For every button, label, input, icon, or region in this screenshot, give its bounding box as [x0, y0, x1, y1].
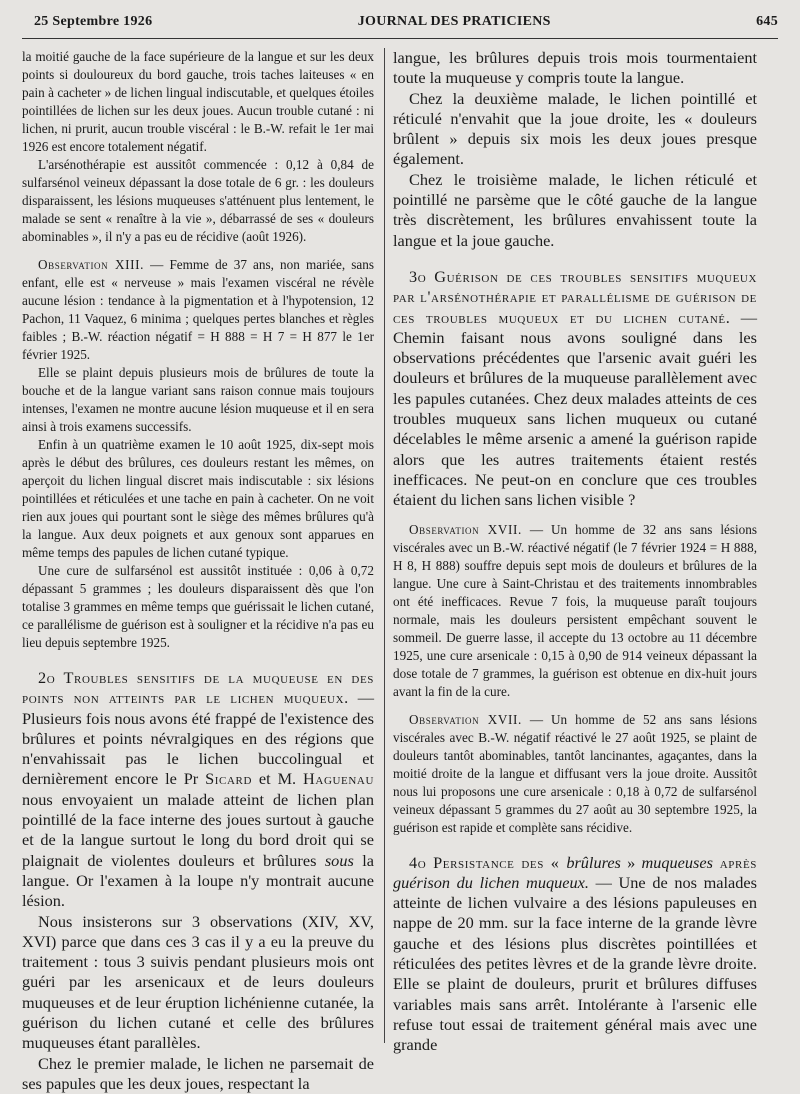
section-text: la langue. Or l'examen à la loupe n'y montrait aucune lésion.: [22, 850, 374, 911]
header-date: 25 Septembre 1926: [34, 14, 153, 29]
paragraph: Chez le troisième malade, le lichen réticulé et pointillé ne parsème que le côté gauche de la langue très discrètement, les brûlures envahissent toute la langue et la joue gauche.: [393, 169, 757, 250]
emphasis: brûlures: [566, 852, 621, 872]
paragraph: Elle se plaint depuis plusieurs mois de brûlures de toute la bouche et de la langue variant sans raison connue mais toujours intenses, l'examen ne montre aucune lésion muqueuse et il en sera ainsi à trois examens successifs.: [22, 365, 374, 434]
section-title: 4o Persistance des «: [409, 852, 567, 872]
section-title: 3o Guérison de ces troubles sensitifs muqueux par l'arsénothérapie et parallélisme de guérison de ces troubles muqueux et du lichen cutané.: [393, 266, 757, 327]
section-2: [22, 668, 374, 912]
observation-label: Observation XVII.: [409, 521, 522, 537]
header-journal-title: JOURNAL DES PRATICIENS: [357, 14, 551, 29]
emphasis: muqueuses: [641, 852, 713, 872]
observation-xiii: [22, 256, 374, 364]
section-title: »: [620, 852, 642, 872]
section-text: — Une de nos malades atteinte de lichen vulvaire a des lésions papuleuses en nappe de 20 mm. sur la face interne de la grande lèvre gauche et des lésions plus discrètes pointillées et réticulées des petites lèvres et de la grande lèvre droite. Elle se plaint de douleurs, prurit et brûlures diffuses variables mais sans arrêt. Intolérante à l'arsenic elle refuse tout essai de traitement général mais avec une grande: [393, 872, 757, 1055]
paragraph: Une cure de sulfarsénol est aussitôt instituée : 0,06 à 0,72 dépassant 5 grammes ; les douleurs disparaissent dès que l'on totalise 3 grammes en même temps que guérissait le lichen cutané, ce parallélisme de guérison est à souligner et la récidive n'a pas eu lieu depuis septembre 1925.: [22, 563, 374, 650]
observation-text: — Un homme de 32 ans sans lésions viscérales avec un B.-W. réactivé négatif (le 7 février 1924 = H 888, H 8, H 888) souffre depuis sept mois de douleurs et brûlures de la langue. Une cure à Saint-Christau et des traitements innombrables ont été inefficaces. Revue 7 fois, la muqueuse paraît toujours normale, mais les douleurs persistent empêchant souvent le sommeil. De guerre lasse, il accepte du 13 octobre au 11 décembre 1925, une cure arsenicale : 0,15 à 0,90 de 914 veineux dépassant la dose totale de 7 grammes, la guérison est obtenue en dix-huit jours avant la fin de la cure.: [393, 521, 757, 699]
observation-text: — Femme de 37 ans, non mariée, sans enfant, elle est « nerveuse » mais l'examen viscéral ne révèle aucune lésion : tendance à la pigmentation et à l'hypotension, 12 Pachon, 11 Vaquez, 6 minima ; quelques pertes blanches et règles faibles ; B.-W. réaction négatif = H 888 = H 7 = H 877 le 1er février 1925.: [22, 257, 374, 362]
column-divider: [384, 48, 385, 1043]
section-3: [393, 267, 757, 511]
paragraph: langue, les brûlures depuis trois mois tourmentaient toute la muqueuse y compris toute la langue.: [393, 48, 757, 88]
section-text: nous envoyaient un malade atteint de lichen plan pointillé de la face interne des joues surtout à gauche et de la langue surtout le long du bord droit qui se plaignait de violentes douleurs et brûlures: [22, 789, 374, 870]
observation-xvii-a: [393, 521, 757, 701]
header-rule: [22, 38, 778, 39]
section-text: — Chemin faisant nous avons souligné dans les observations précédentes que l'arsenic avait guéri les douleurs et brûlures de la muqueuse parallèlement avec les papules cutanées. Chez deux malades atteints de ces troubles muqueux sans lichen muqueux ou cutané décelables le même arsenic a amené la guérison rapide alors que les autres traitements étaient restés inefficaces. Ne peut-on en conclure que ces troubles étaient du lichen sans lichen visible ?: [393, 307, 758, 510]
section-text: et M.: [252, 769, 304, 789]
paragraph: la moitié gauche de la face supérieure de la langue et sur les deux points si douloureux du bord gauche, trois taches laiteuses « en pain à cacheter » de lichen lingual indiscutable, et quelques étoiles pointillées de lichen sur les deux joues. Aucun trouble cutané : ni lichen, ni prurit, aucun trouble viscéral : le B.-W. refait le 1er mai 1926 est encore totalement négatif.: [22, 49, 374, 154]
author-name-sicard: Sicard: [205, 769, 253, 789]
header-page-number: 645: [756, 14, 778, 29]
paragraph: Enfin à un quatrième examen le 10 août 1925, dix-sept mois après le début des brûlures, ces douleurs restant les mêmes, on aperçoit du lichen lingual discret mais indiscutable : six lésions pointillées et réticulées et une tache en pain à cacheter. On ne voit rien aux joues qui pourtant sont le siège des mêmes brûlures qu'à la langue. Aux deux poignets et aux genoux sont apparues en même temps des papules de lichen cutané typique.: [22, 437, 374, 560]
paragraph: Chez le premier malade, le lichen ne parsemait de ses papules que les deux joues, respectant la: [22, 1053, 374, 1093]
section-title: après: [712, 852, 757, 872]
right-column: [393, 48, 758, 1055]
emphasis: guérison du lichen muqueux.: [393, 872, 589, 892]
observation-label: Observation XVII.: [409, 711, 522, 727]
paragraph: Chez la deuxième malade, le lichen pointillé et réticulé n'envahit que la joue droite, les « douleurs brûlent » depuis six mois les deux joues presque également.: [393, 88, 757, 169]
section-title: 2o Troubles sensitifs de la muqueuse en des points non atteints par le lichen muqueux.: [22, 668, 374, 708]
running-header: [34, 14, 778, 38]
emphasis: sous: [324, 850, 354, 870]
author-name-haguenau: Haguenau: [303, 769, 374, 789]
observation-text: — Un homme de 52 ans sans lésions viscérales avec B.-W. négatif réactivé le 27 août 1925, se plaint de douleurs tantôt abominables, tantôt lancinantes, agaçantes, dans la moitié droite de la langue et diffusant vers la joue droite. Aussitôt nous lui proposons une cure arsenicale : 0,18 à 0,72 de sulfarsénol veineux dépassant 5 grammes du 27 août au 30 septembre 1925, la guérison est rapide et complète sans récidive.: [393, 711, 757, 835]
paragraph: Nous insisterons sur 3 observations (XIV, XV, XVI) parce que dans ces 3 cas il y a eu la preuve du traitement : tous 3 suivis pendant plusieurs mois ont guéri par les arsenicaux et de leurs douleurs muqueuses et de leur éruption lichénienne cutanée, la guérison du lichen cutané et celle des brûlures muqueuses étant parallèles.: [22, 911, 374, 1053]
observation-label: Observation XIII.: [38, 257, 144, 272]
section-4: [393, 853, 757, 1056]
left-column: [22, 48, 374, 1093]
section-text: — Plusieurs fois nous avons été frappé de l'existence des brûlures et points névralgiques en des régions que n'envahissait pas le lichen buccolingual et dernièrement encore le Pr: [22, 688, 374, 789]
observation-xvii-b: [393, 711, 757, 837]
paragraph: L'arsénothérapie est aussitôt commencée : 0,12 à 0,84 de sulfarsénol veineux dépassant la dose totale de 6 gr. : les douleurs disparaissent, les lésions muqueuses s'atténuent plus lentement, le malade se sent « renaître à la vie », débarrassé de ses « douleurs abominables », il n'y a pas eu de récidive (août 1926).: [22, 157, 374, 244]
